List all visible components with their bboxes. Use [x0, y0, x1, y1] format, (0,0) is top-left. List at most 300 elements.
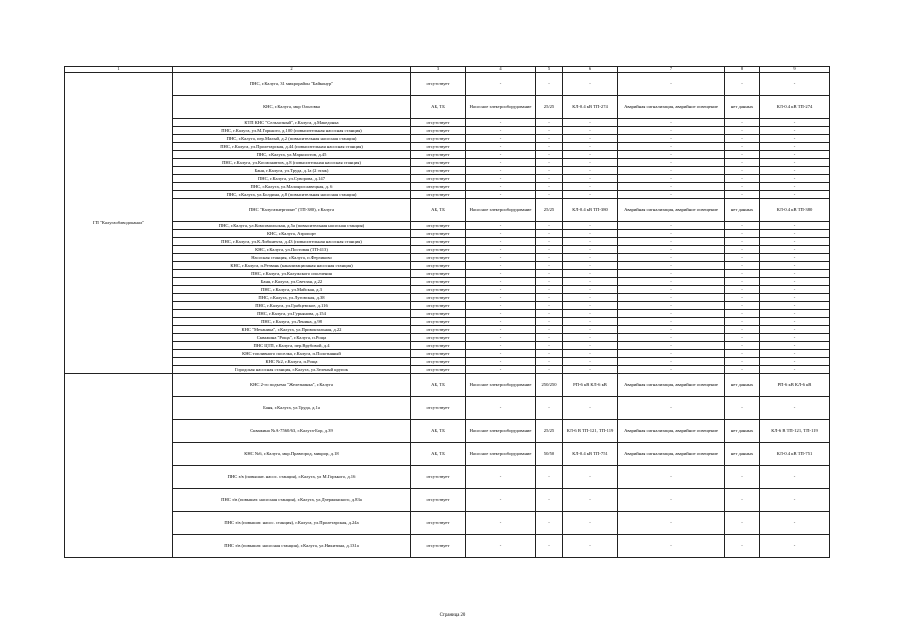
value-cell-c3: отсутствует: [411, 254, 466, 262]
value-cell-c5: 250/250: [536, 374, 563, 397]
object-name-cell: КНС 2-го подъема "Железнинка", г.Калуга: [173, 374, 411, 397]
table-row: [65, 175, 830, 183]
value-cell-c6: РП-6 кВ КЛ-6 кВ: [563, 374, 618, 397]
value-cell-c9: -: [760, 535, 830, 558]
table-row: [65, 489, 830, 512]
value-cell-c7: -: [618, 119, 725, 127]
value-cell-c9: -: [760, 238, 830, 246]
value-cell-c7: -: [618, 286, 725, 294]
object-name-cell: ПНС, г.Калуга, ул.Марксистов, д.45: [173, 151, 411, 159]
column-header: 4: [466, 67, 536, 73]
value-cell-c4: -: [466, 238, 536, 246]
value-cell-c9: -: [760, 397, 830, 420]
value-cell-c5: -: [536, 159, 563, 167]
value-cell-c5: -: [536, 191, 563, 199]
value-cell-c8: -: [725, 342, 760, 350]
object-name-cell: ПНС, г.Калуга, ул.Болдина, д.8 (повысительная насосная станция): [173, 191, 411, 199]
value-cell-c7: -: [618, 466, 725, 489]
value-cell-c5: -: [536, 167, 563, 175]
value-cell-c3: отсутствует: [411, 262, 466, 270]
value-cell-c3: отсутствует: [411, 127, 466, 135]
value-cell-c6: КЛ-0.4 кВ ТП-380: [563, 199, 618, 222]
value-cell-c3: отсутствует: [411, 230, 466, 238]
value-cell-c3: АБ, ТБ: [411, 374, 466, 397]
table-row: [65, 230, 830, 238]
value-cell-c8: -: [725, 254, 760, 262]
value-cell-c9: -: [760, 318, 830, 326]
object-name-cell: ПНС, г.Калуга, ул.Суворова, д.147: [173, 175, 411, 183]
value-cell-c7: -: [618, 358, 725, 366]
value-cell-c6: -: [563, 191, 618, 199]
value-cell-c6: -: [563, 175, 618, 183]
value-cell-c4: -: [466, 143, 536, 151]
table-row: [65, 420, 830, 443]
value-cell-c7: -: [618, 135, 725, 143]
object-name-cell: ПНС, г.Калуга, ул.Гурьянова, д.154: [173, 310, 411, 318]
value-cell-c5: -: [536, 73, 563, 96]
table-row: [65, 535, 830, 558]
table-row: [65, 270, 830, 278]
value-cell-c4: -: [466, 342, 536, 350]
value-cell-c8: -: [725, 119, 760, 127]
value-cell-c8: -: [725, 73, 760, 96]
column-header: 2: [173, 67, 411, 73]
value-cell-c7: -: [618, 278, 725, 286]
value-cell-c9: -: [760, 246, 830, 254]
table-row: [65, 466, 830, 489]
value-cell-c9: -: [760, 127, 830, 135]
column-header: 7: [618, 67, 725, 73]
value-cell-c3: отсутствует: [411, 302, 466, 310]
value-cell-c3: отсутствует: [411, 318, 466, 326]
value-cell-c8: -: [725, 334, 760, 342]
value-cell-c5: -: [536, 294, 563, 302]
value-cell-c8: -: [725, 310, 760, 318]
object-name-cell: КНС топливного поселка, г.Калуга, п.Полотняный: [173, 350, 411, 358]
object-name-cell: КНС, г.Калуга, Аэропорт: [173, 230, 411, 238]
value-cell-c3: отсутствует: [411, 350, 466, 358]
object-name-cell: ПНС, г.Калуга, ул.Калужского ополчения: [173, 270, 411, 278]
table-row: [65, 135, 830, 143]
value-cell-c4: -: [466, 159, 536, 167]
value-cell-c4: Насосное электрооборудование: [466, 96, 536, 119]
value-cell-c6: КЛ-0.4 кВ ТП-274: [563, 96, 618, 119]
value-cell-c7: -: [618, 318, 725, 326]
value-cell-c5: -: [536, 127, 563, 135]
value-cell-c5: -: [536, 270, 563, 278]
value-cell-c3: отсутствует: [411, 73, 466, 96]
value-cell-c4: Насосное электрооборудование: [466, 420, 536, 443]
object-name-cell: Баня, г.Калуга, ул.Светлая, д.22: [173, 278, 411, 286]
table-row: [65, 199, 830, 222]
value-cell-c8: нет данных: [725, 96, 760, 119]
value-cell-c9: -: [760, 466, 830, 489]
value-cell-c8: -: [725, 278, 760, 286]
value-cell-c7: -: [618, 222, 725, 230]
value-cell-c5: -: [536, 318, 563, 326]
object-name-cell: ПНС, г.Калуга, ул.Космонавтов, д.8 (повысительная насосная станция): [173, 159, 411, 167]
value-cell-c5: -: [536, 512, 563, 535]
value-cell-c6: -: [563, 183, 618, 191]
value-cell-c4: -: [466, 535, 536, 558]
table-row: [65, 443, 830, 466]
value-cell-c5: -: [536, 246, 563, 254]
value-cell-c7: -: [618, 350, 725, 358]
value-cell-c4: -: [466, 294, 536, 302]
table-row: [65, 254, 830, 262]
value-cell-c6: -: [563, 278, 618, 286]
table-row: [65, 238, 830, 246]
value-cell-c9: -: [760, 254, 830, 262]
value-cell-c8: -: [725, 135, 760, 143]
value-cell-c6: -: [563, 302, 618, 310]
value-cell-c3: отсутствует: [411, 175, 466, 183]
value-cell-c9: -: [760, 278, 830, 286]
value-cell-c8: нет данных: [725, 199, 760, 222]
table-row: [65, 318, 830, 326]
object-name-cell: КНС, г.Калуга, ул.Постовая (ТП-413): [173, 246, 411, 254]
value-cell-c4: -: [466, 119, 536, 127]
value-cell-c6: -: [563, 270, 618, 278]
value-cell-c6: -: [563, 246, 618, 254]
value-cell-c3: отсутствует: [411, 151, 466, 159]
table-row: [65, 302, 830, 310]
value-cell-c9: -: [760, 191, 830, 199]
value-cell-c8: -: [725, 151, 760, 159]
value-cell-c7: -: [618, 238, 725, 246]
value-cell-c7: -: [618, 535, 725, 558]
value-cell-c7: -: [618, 159, 725, 167]
object-name-cell: ПНС з/в (повышат. насосная станция), г.Калуга, ул.Дзержинского, д.83а: [173, 489, 411, 512]
value-cell-c3: отсутствует: [411, 119, 466, 127]
value-cell-c7: -: [618, 326, 725, 334]
value-cell-c8: -: [725, 143, 760, 151]
object-name-cell: КТП КНС "Сельхозный", г.Калуга, д.Македонка: [173, 119, 411, 127]
value-cell-c9: -: [760, 512, 830, 535]
object-name-cell: Скважина "Роща", г.Калуга, п.Роща: [173, 334, 411, 342]
value-cell-c6: -: [563, 230, 618, 238]
value-cell-c5: -: [536, 366, 563, 374]
table-row: [65, 286, 830, 294]
value-cell-c8: -: [725, 489, 760, 512]
value-cell-c8: -: [725, 167, 760, 175]
value-cell-c5: -: [536, 489, 563, 512]
value-cell-c7: -: [618, 512, 725, 535]
value-cell-c6: -: [563, 310, 618, 318]
value-cell-c7: -: [618, 342, 725, 350]
data-table: [64, 66, 830, 558]
value-cell-c9: РП-6 кВ КЛ-6 кВ: [760, 374, 830, 397]
value-cell-c4: -: [466, 230, 536, 238]
value-cell-c3: отсутствует: [411, 358, 466, 366]
value-cell-c7: -: [618, 191, 725, 199]
table-row: [65, 278, 830, 286]
value-cell-c8: -: [725, 326, 760, 334]
value-cell-c6: -: [563, 254, 618, 262]
object-name-cell: Баня, г.Калуга, ул.Труда, д.1а: [173, 397, 411, 420]
value-cell-c4: -: [466, 151, 536, 159]
table-row: [65, 191, 830, 199]
value-cell-c9: КЛ-0.4 кВ ТП-380: [760, 199, 830, 222]
object-name-cell: ПНС ЦТП, г.Калуга, пер.Врубовой, д.4: [173, 342, 411, 350]
value-cell-c5: -: [536, 262, 563, 270]
value-cell-c9: -: [760, 326, 830, 334]
table-row: [65, 167, 830, 175]
object-name-cell: ПНС "Калугаэнергоинт" (ТП-380), г.Калуга: [173, 199, 411, 222]
value-cell-c5: -: [536, 151, 563, 159]
column-header: 5: [536, 67, 563, 73]
column-header: 3: [411, 67, 466, 73]
table-row: [65, 294, 830, 302]
value-cell-c9: -: [760, 334, 830, 342]
value-cell-c8: -: [725, 535, 760, 558]
value-cell-c8: -: [725, 366, 760, 374]
value-cell-c5: -: [536, 135, 563, 143]
value-cell-c5: -: [536, 334, 563, 342]
value-cell-c7: -: [618, 73, 725, 96]
value-cell-c5: -: [536, 286, 563, 294]
value-cell-c9: КЛ-0.4 кВ ТП-274: [760, 96, 830, 119]
object-name-cell: КНС, г.Калуга, п.Резвань (канализационная насосная станция): [173, 262, 411, 270]
value-cell-c8: -: [725, 175, 760, 183]
value-cell-c4: -: [466, 183, 536, 191]
value-cell-c9: -: [760, 135, 830, 143]
value-cell-c5: -: [536, 119, 563, 127]
value-cell-c3: отсутствует: [411, 222, 466, 230]
value-cell-c4: -: [466, 167, 536, 175]
value-cell-c8: нет данных: [725, 374, 760, 397]
table-row: [65, 397, 830, 420]
organization-cell-empty: [65, 374, 173, 558]
value-cell-c7: -: [618, 230, 725, 238]
value-cell-c4: -: [466, 191, 536, 199]
value-cell-c8: -: [725, 318, 760, 326]
value-cell-c7: Аварийная сигнализация, аварийное освещение: [618, 96, 725, 119]
value-cell-c6: -: [563, 135, 618, 143]
value-cell-c7: -: [618, 175, 725, 183]
value-cell-c5: -: [536, 254, 563, 262]
value-cell-c7: Аварийная сигнализация, аварийное освещение: [618, 420, 725, 443]
value-cell-c3: отсутствует: [411, 286, 466, 294]
value-cell-c9: -: [760, 175, 830, 183]
value-cell-c5: 25/25: [536, 420, 563, 443]
value-cell-c3: отсутствует: [411, 191, 466, 199]
value-cell-c7: -: [618, 127, 725, 135]
value-cell-c3: отсутствует: [411, 143, 466, 151]
table-row: [65, 246, 830, 254]
value-cell-c8: -: [725, 294, 760, 302]
value-cell-c7: -: [618, 183, 725, 191]
value-cell-c7: Аварийная сигнализация, аварийное освещение: [618, 374, 725, 397]
value-cell-c3: отсутствует: [411, 466, 466, 489]
value-cell-c5: 50/50: [536, 443, 563, 466]
value-cell-c4: -: [466, 270, 536, 278]
value-cell-c6: -: [563, 119, 618, 127]
value-cell-c3: отсутствует: [411, 326, 466, 334]
value-cell-c3: АБ, ТБ: [411, 199, 466, 222]
table-row: [65, 143, 830, 151]
object-name-cell: ПНС, г.Калуга, ул.К.Либкнехта, д.43 (повысительная насосная станция): [173, 238, 411, 246]
object-name-cell: ПНС з/в (повышат. насос. станция), г.Калуга, ул М.Горького, д.16: [173, 466, 411, 489]
table-row: [65, 127, 830, 135]
value-cell-c5: -: [536, 238, 563, 246]
value-cell-c8: -: [725, 183, 760, 191]
object-name-cell: КНС №2, г.Калуга, п.Роща: [173, 358, 411, 366]
value-cell-c4: -: [466, 302, 536, 310]
value-cell-c5: -: [536, 358, 563, 366]
value-cell-c3: отсутствует: [411, 246, 466, 254]
value-cell-c9: -: [760, 489, 830, 512]
value-cell-c3: отсутствует: [411, 159, 466, 167]
table-body: [65, 73, 830, 558]
value-cell-c5: -: [536, 175, 563, 183]
value-cell-c4: -: [466, 175, 536, 183]
table-row: [65, 374, 830, 397]
value-cell-c9: -: [760, 366, 830, 374]
table-row: [65, 183, 830, 191]
page-footer: Страница 20: [439, 613, 466, 618]
table-row: [65, 151, 830, 159]
value-cell-c8: -: [725, 262, 760, 270]
value-cell-c4: -: [466, 466, 536, 489]
value-cell-c4: -: [466, 286, 536, 294]
value-cell-c4: -: [466, 262, 536, 270]
value-cell-c3: отсутствует: [411, 334, 466, 342]
value-cell-c6: -: [563, 489, 618, 512]
value-cell-c6: -: [563, 238, 618, 246]
value-cell-c4: -: [466, 326, 536, 334]
value-cell-c8: -: [725, 466, 760, 489]
value-cell-c6: -: [563, 286, 618, 294]
value-cell-c8: -: [725, 512, 760, 535]
value-cell-c7: -: [618, 334, 725, 342]
value-cell-c3: отсутствует: [411, 270, 466, 278]
value-cell-c4: -: [466, 358, 536, 366]
value-cell-c5: -: [536, 310, 563, 318]
value-cell-c6: -: [563, 535, 618, 558]
column-header: 6: [563, 67, 618, 73]
value-cell-c4: -: [466, 254, 536, 262]
value-cell-c8: -: [725, 302, 760, 310]
value-cell-c9: -: [760, 151, 830, 159]
value-cell-c5: -: [536, 535, 563, 558]
value-cell-c8: -: [725, 286, 760, 294]
value-cell-c6: -: [563, 397, 618, 420]
value-cell-c5: -: [536, 350, 563, 358]
value-cell-c7: -: [618, 262, 725, 270]
object-name-cell: КНС "Механика", г.Калуга, ул.Привокзальная, д.22: [173, 326, 411, 334]
object-name-cell: КНС №6, г.Калуга, мкр.Правгород, микрор, д.18: [173, 443, 411, 466]
object-name-cell: Скважина №А-7560/63, г.Калуга-Бор, д.39: [173, 420, 411, 443]
value-cell-c4: Насосное электрооборудование: [466, 199, 536, 222]
value-cell-c4: -: [466, 334, 536, 342]
value-cell-c7: -: [618, 302, 725, 310]
value-cell-c7: -: [618, 151, 725, 159]
value-cell-c5: -: [536, 230, 563, 238]
value-cell-c9: -: [760, 143, 830, 151]
value-cell-c4: -: [466, 366, 536, 374]
value-cell-c7: -: [618, 489, 725, 512]
value-cell-c6: -: [563, 342, 618, 350]
value-cell-c9: -: [760, 270, 830, 278]
table-row: [65, 222, 830, 230]
table-row: [65, 310, 830, 318]
value-cell-c7: -: [618, 294, 725, 302]
value-cell-c5: -: [536, 302, 563, 310]
value-cell-c5: 25/25: [536, 199, 563, 222]
object-name-cell: КНС, г.Калуга, мкр Ольговка: [173, 96, 411, 119]
value-cell-c4: -: [466, 397, 536, 420]
object-name-cell: ПНС, г.Калуга, ул.Комсомольская, д.5а (повысительная насосная станция): [173, 222, 411, 230]
value-cell-c4: -: [466, 318, 536, 326]
value-cell-c9: КЛ-0.4 кВ ТП-751: [760, 443, 830, 466]
value-cell-c7: -: [618, 246, 725, 254]
value-cell-c6: -: [563, 350, 618, 358]
value-cell-c8: -: [725, 127, 760, 135]
value-cell-c7: -: [618, 270, 725, 278]
organization-cell: ГП "Калугаоблводоканал": [65, 73, 173, 374]
table-row: [65, 366, 830, 374]
value-cell-c4: -: [466, 350, 536, 358]
object-name-cell: ПНС, г.Калуга, 31 микрорайон "Байконур": [173, 73, 411, 96]
value-cell-c4: -: [466, 222, 536, 230]
value-cell-c8: -: [725, 358, 760, 366]
table-row: [65, 73, 830, 96]
value-cell-c3: отсутствует: [411, 294, 466, 302]
table-row: [65, 159, 830, 167]
value-cell-c6: -: [563, 151, 618, 159]
value-cell-c9: -: [760, 119, 830, 127]
value-cell-c6: -: [563, 358, 618, 366]
value-cell-c5: -: [536, 342, 563, 350]
value-cell-c9: -: [760, 159, 830, 167]
object-name-cell: ПНС, г.Калуга, ул.Грабцевское, д.116: [173, 302, 411, 310]
table-row: [65, 119, 830, 127]
value-cell-c5: -: [536, 183, 563, 191]
object-name-cell: ПНС, г.Калуга, ул.Луговская, д.38: [173, 294, 411, 302]
table-row: [65, 350, 830, 358]
value-cell-c5: -: [536, 222, 563, 230]
object-name-cell: ПНС, г.Калуга, пер.Малый, д.2 (повысительная насосная станция): [173, 135, 411, 143]
value-cell-c8: -: [725, 397, 760, 420]
object-name-cell: ПНС, г.Калуга, ул.Ленина, д.98: [173, 318, 411, 326]
table-row: [65, 342, 830, 350]
table-row: [65, 512, 830, 535]
value-cell-c6: -: [563, 73, 618, 96]
value-cell-c3: отсутствует: [411, 512, 466, 535]
value-cell-c4: -: [466, 310, 536, 318]
value-cell-c6: -: [563, 222, 618, 230]
value-cell-c5: 25/25: [536, 96, 563, 119]
value-cell-c3: АБ, ТБ: [411, 443, 466, 466]
value-cell-c9: -: [760, 286, 830, 294]
object-name-cell: ПНС, г.Калуга, ул.М.Горького, д.100 (повысительная насосная станция): [173, 127, 411, 135]
table-row: [65, 358, 830, 366]
value-cell-c3: отсутствует: [411, 238, 466, 246]
value-cell-c6: -: [563, 127, 618, 135]
value-cell-c6: -: [563, 466, 618, 489]
value-cell-c9: -: [760, 350, 830, 358]
value-cell-c6: -: [563, 294, 618, 302]
value-cell-c8: -: [725, 238, 760, 246]
value-cell-c3: отсутствует: [411, 310, 466, 318]
value-cell-c4: -: [466, 246, 536, 254]
value-cell-c7: Аварийная сигнализация, аварийное освещение: [618, 199, 725, 222]
value-cell-c8: -: [725, 191, 760, 199]
value-cell-c5: -: [536, 278, 563, 286]
value-cell-c9: -: [760, 310, 830, 318]
value-cell-c6: -: [563, 366, 618, 374]
